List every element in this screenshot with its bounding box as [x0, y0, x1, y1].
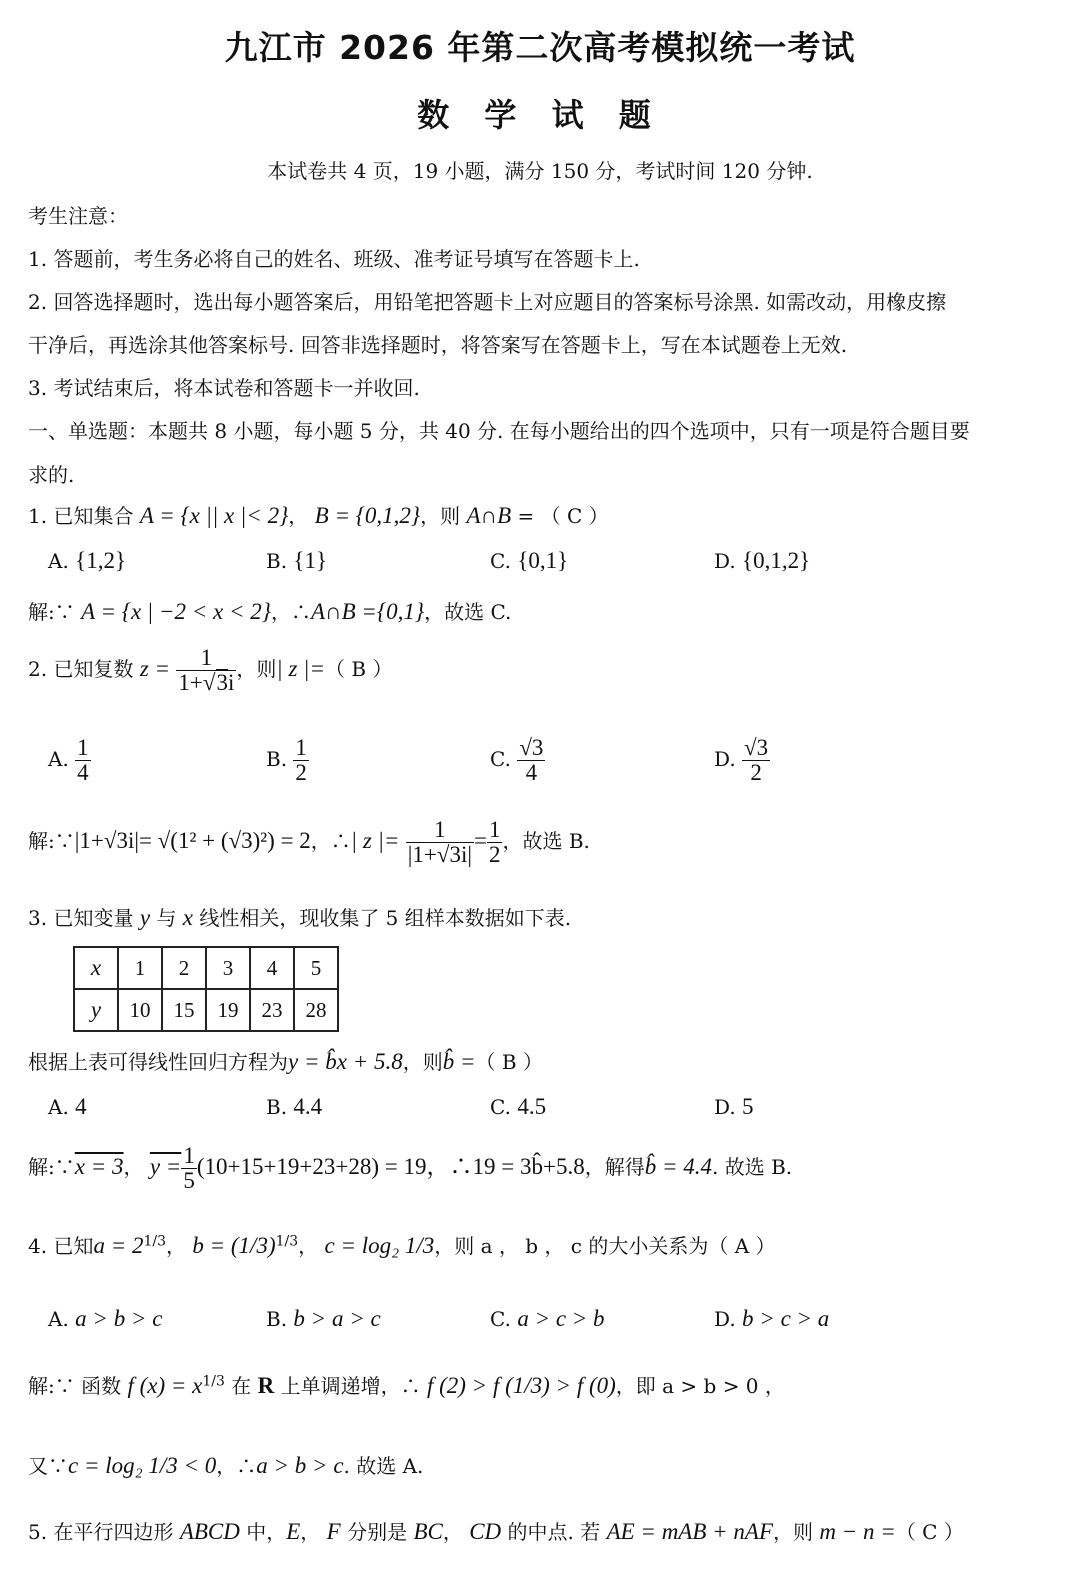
q1-option-a: A. {1,2} [48, 548, 127, 573]
q4-solution-2: 又∵c = log₂ 1/3 < 0，∴a > b > c. 故选 A. [28, 1453, 424, 1478]
table-cell: 1 [118, 947, 162, 989]
notice-heading: 考生注意： [28, 204, 128, 228]
question-2: 2. 已知复数 z = $\frac{1}{1+√3i}$ ，则| z |=（ B ） [28, 645, 393, 696]
notice-item-1: 1. 答题前，考生务必将自己的姓名、班级、准考证号填写在答题卡上. [28, 247, 640, 271]
table-cell: y [74, 989, 118, 1031]
table-cell: 23 [250, 989, 294, 1031]
question-4: 4. 已知$a = 2^{1/3}$， $b = (1/3)^{1/3}$， c = log₂ 1/3，则 a ， b ， c 的大小关系为（ A ） [28, 1233, 776, 1258]
q3-option-c: C. 4.5 [490, 1094, 547, 1119]
q1-answer: = （ C ） [517, 504, 609, 528]
notice-item-2-cont: 干净后，再选涂其他答案标号. 回答非选择题时，将答案写在答题卡上，写在本试题卷上无效. [28, 333, 848, 357]
q4-option-c: C. a > c > b [490, 1306, 605, 1331]
q1-ask: ，则 [420, 504, 461, 528]
q3-option-a: A. 4 [48, 1094, 87, 1119]
q1-set-b: B = {0,1,2} [314, 503, 421, 528]
q1-sep: ， [288, 504, 309, 528]
q4-option-b: B. b > a > c [266, 1306, 381, 1331]
q1-prefix: 1. 已知集合 [28, 504, 134, 528]
section-heading-cont: 求的. [28, 463, 75, 487]
q1-set-a: A = {x || x |< 2} [139, 503, 289, 528]
q4-solution-1: 解:∵ 函数 f $(x) = x^{1/3}$ 在 R 上单调递增，∴ f (2) > f (1/3) > f (0)，即 a > b > 0 ， [28, 1373, 785, 1398]
q1-expr: A∩B [466, 503, 512, 528]
subject-title: 数 学 试 题 [417, 96, 663, 134]
question-1 [28, 500, 609, 529]
q3-option-b: B. 4.4 [266, 1094, 323, 1119]
q2-solution: 解:∵|1+√3i|= √(1² + (√3)²) = 2，∴| z |= $\frac{1}{|1+√3i|}$ = $\frac{1}{2}$ ，故选 B. [28, 817, 590, 868]
q2-option-a: A. $\frac{1}{4}$ [48, 735, 89, 786]
q2-option-d: D. $\frac{√3}{2}$ [714, 735, 769, 786]
table-row [74, 947, 338, 989]
notice-item-3: 3. 考试结束后，将本试卷和答题卡一并收回. [28, 376, 420, 400]
q2-option-b: B. $\frac{1}{2}$ [266, 735, 307, 786]
table-cell: x [74, 947, 118, 989]
q1-option-d: D. {0,1,2} [714, 548, 811, 573]
section-heading: 一、单选题：本题共 8 小题，每小题 5 分，共 40 分. 在每小题给出的四个选项中，只有一项是符合题目要 [28, 419, 970, 443]
table-cell: 10 [118, 989, 162, 1031]
data-table [73, 946, 339, 1032]
table-cell: 15 [162, 989, 206, 1031]
exam-info: 本试卷共 4 页，19 小题，满分 150 分，考试时间 120 分钟. [267, 159, 813, 183]
q1-solution: 解:∵ A = {x | −2 < x < 2}，∴A∩B ={0,1}，故选 C. [28, 599, 512, 624]
table-cell: 28 [294, 989, 338, 1031]
exam-title: 九江市 2026 年第二次高考模拟统一考试 [224, 28, 856, 67]
q3-solution: 解:∵x = 3， y = $\frac{1}{5}$ (10+15+19+23+28) = 19，∴19 = 3b̂+5.8，解得b̂ = 4.4. 故选 B. [28, 1143, 793, 1194]
q1-option-c: C. {0,1} [490, 548, 569, 573]
q3-regression: 根据上表可得线性回归方程为y = b̂x + 5.8，则b̂ =（ B ） [28, 1049, 543, 1074]
notice-item-2: 2. 回答选择题时，选出每小题答案后，用铅笔把答题卡上对应题目的答案标号涂黑. 如需改动，用橡皮擦 [28, 290, 947, 314]
q3-option-d: D. 5 [714, 1094, 754, 1119]
q1-option-b: B. {1} [266, 548, 328, 573]
question-5: 5. 在平行四边形 ABCD 中，E， F 分别是 BC， CD 的中点. 若 AE = mAB + nAF，则 m − n =（ C ） [28, 1519, 964, 1544]
q2-fraction: $\frac{1}{1+√3i}$ [178, 645, 235, 696]
table-cell: 19 [206, 989, 250, 1031]
table-row [74, 989, 338, 1031]
q4-option-d: D. b > c > a [714, 1306, 830, 1331]
q4-option-a: A. a > b > c [48, 1306, 163, 1331]
question-3: 3. 已知变量 y 与 x 线性相关，现收集了 5 组样本数据如下表. [28, 905, 572, 930]
q2-option-c: C. $\frac{√3}{4}$ [490, 735, 544, 786]
table-cell: 2 [162, 947, 206, 989]
table-cell: 4 [250, 947, 294, 989]
table-cell: 3 [206, 947, 250, 989]
table-cell: 5 [294, 947, 338, 989]
